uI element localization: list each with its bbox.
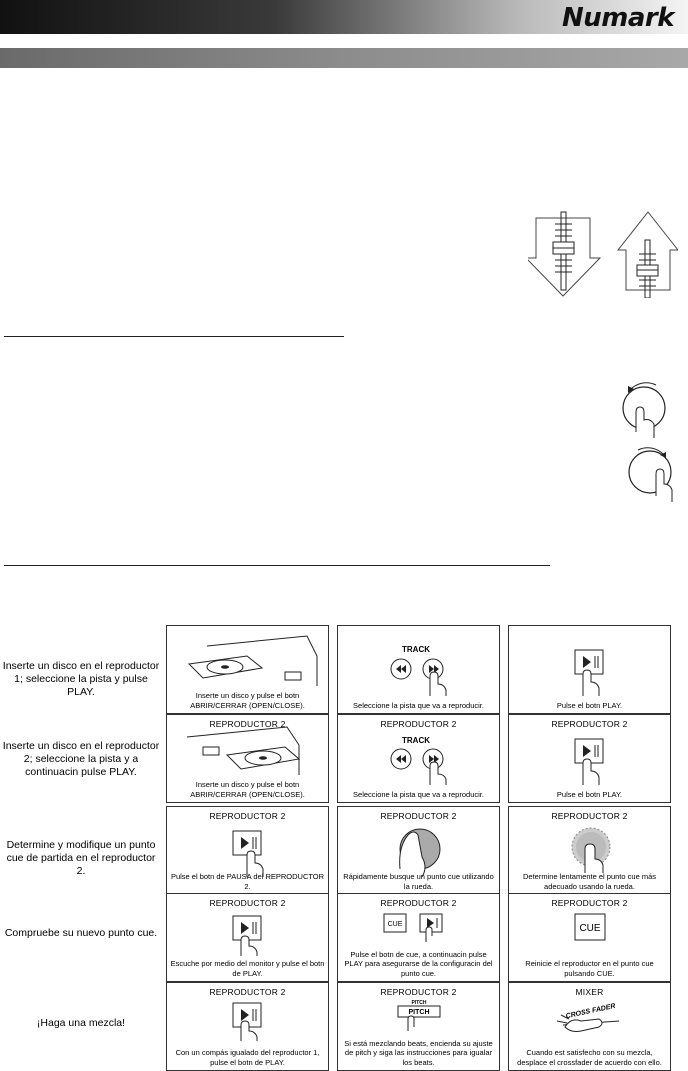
step-1-panel-1 bbox=[166, 625, 329, 714]
cue-glyph: CUE bbox=[579, 923, 601, 934]
cue-glyph: CUE bbox=[387, 921, 403, 928]
section-bar bbox=[0, 48, 688, 68]
panel-caption: Pulse el botn PLAY. bbox=[556, 700, 623, 710]
step-5-panel-2 bbox=[337, 982, 500, 1071]
track-buttons-icon bbox=[338, 626, 501, 696]
step-5-panel-1 bbox=[166, 982, 329, 1071]
step-3-panel-1 bbox=[166, 806, 329, 895]
step-2-panel-1 bbox=[166, 714, 329, 803]
panel-caption: Seleccione la pista que va a reproducir. bbox=[353, 789, 484, 799]
panel-caption: Rápidamente busque un punto cue utilizando la rueda. bbox=[343, 872, 494, 891]
step-5-panel-3 bbox=[508, 982, 671, 1071]
play-button-icon bbox=[509, 715, 672, 785]
jog-wheel-fast-icon bbox=[338, 807, 501, 877]
panel-caption: Pulse el botn de PAUSA del REPRODUCTOR 2. bbox=[170, 872, 325, 891]
track-glyph: TRACK bbox=[402, 736, 430, 745]
step-2-label: Inserte un disco en el reproductor 2; seleccione la pista y a continuacin pulse PLAY. bbox=[2, 740, 160, 778]
brand-logo: Numark bbox=[561, 3, 674, 33]
step-1-panel-2 bbox=[337, 625, 500, 714]
panel-header: REPRODUCTOR 2 bbox=[209, 987, 286, 997]
step-3-panel-2 bbox=[337, 806, 500, 895]
panel-caption: Si está mezclando beats, encienda su ajuste de pitch y siga las instrucciones para igualar los beats. bbox=[344, 1038, 493, 1067]
jog-wheel-ccw-icon bbox=[620, 380, 668, 438]
panel-header: REPRODUCTOR 2 bbox=[209, 898, 286, 908]
step-4-panel-2 bbox=[337, 893, 500, 982]
panel-header: MIXER bbox=[575, 987, 604, 997]
play-button-icon bbox=[167, 983, 330, 1053]
step-3-panel-3 bbox=[508, 806, 671, 895]
cue-button-icon bbox=[509, 894, 672, 964]
panel-caption: Reinicie el reproductor en el punto cue pulsando CUE. bbox=[525, 959, 654, 978]
pitch-fader-arrows-icon bbox=[528, 210, 678, 298]
step-2-panel-3 bbox=[508, 714, 671, 803]
panel-caption: Con un compás igualado del reproductor 1, pulse el botn de PLAY. bbox=[175, 1048, 320, 1067]
track-glyph: TRACK bbox=[402, 645, 430, 654]
divider-2 bbox=[4, 565, 550, 566]
crossfader-icon bbox=[509, 983, 672, 1053]
crossfader-glyph: CROSS FADER bbox=[565, 1002, 617, 1021]
cd-tray-icon bbox=[167, 626, 330, 696]
panel-header: REPRODUCTOR 2 bbox=[380, 898, 457, 908]
panel-caption: Pulse el botn PLAY. bbox=[556, 789, 623, 799]
pitch-glyph: PITCH bbox=[408, 1009, 430, 1016]
panel-caption: Cuando est satisfecho con su mezcla, desplace el crossfader de acuerdo con ello. bbox=[517, 1048, 662, 1067]
panel-header: REPRODUCTOR 2 bbox=[551, 898, 628, 908]
panel-caption: Pulse el botn de cue, a continuacin pulse PLAY para asegurarse de la configuracin del punto cue. bbox=[344, 949, 493, 978]
divider-1 bbox=[4, 336, 344, 337]
step-2-panel-2 bbox=[337, 714, 500, 803]
panel-header: REPRODUCTOR 2 bbox=[380, 719, 457, 729]
panel-header: REPRODUCTOR 2 bbox=[551, 719, 628, 729]
step-4-panel-1 bbox=[166, 893, 329, 982]
pitch-small-glyph: PITCH bbox=[411, 1000, 427, 1006]
step-1-label: Inserte un disco en el reproductor 1; seleccione la pista y pulse PLAY. bbox=[2, 660, 160, 698]
pause-button-icon bbox=[167, 807, 330, 877]
jog-wheel-cw-icon bbox=[626, 446, 674, 502]
step-4-label: Compruebe su nuevo punto cue. bbox=[4, 927, 158, 939]
step-3-label: Determine y modifique un punto cue de partida en el reproductor 2. bbox=[6, 839, 156, 877]
jog-wheel-slow-icon bbox=[509, 807, 672, 877]
panel-header: REPRODUCTOR 2 bbox=[209, 811, 286, 821]
step-4-panel-3 bbox=[508, 893, 671, 982]
panel-header: REPRODUCTOR 2 bbox=[551, 811, 628, 821]
panel-caption: Escuche por medio del monitor y pulse el botn de PLAY. bbox=[170, 959, 325, 978]
panel-caption: Seleccione la pista que va a reproducir. bbox=[353, 700, 484, 710]
play-button-icon bbox=[509, 626, 672, 696]
panel-header: REPRODUCTOR 2 bbox=[380, 987, 457, 997]
cd-tray-icon bbox=[167, 715, 330, 785]
track-buttons-icon bbox=[338, 715, 501, 785]
step-5-label: ¡Haga una mezcla! bbox=[36, 1017, 126, 1029]
play-button-icon bbox=[167, 894, 330, 964]
panel-caption: Inserte un disco y pulse el botn ABRIR/CERRAR (OPEN/CLOSE). bbox=[190, 780, 305, 799]
panel-header: REPRODUCTOR 2 bbox=[380, 811, 457, 821]
panel-caption: Inserte un disco y pulse el botn ABRIR/CERRAR (OPEN/CLOSE). bbox=[190, 691, 305, 710]
panel-header: REPRODUCTOR 2 bbox=[209, 719, 286, 729]
panel-caption: Determine lentamente el punto cue más adecuado usando la rueda. bbox=[523, 872, 656, 891]
step-1-panel-3 bbox=[508, 625, 671, 714]
